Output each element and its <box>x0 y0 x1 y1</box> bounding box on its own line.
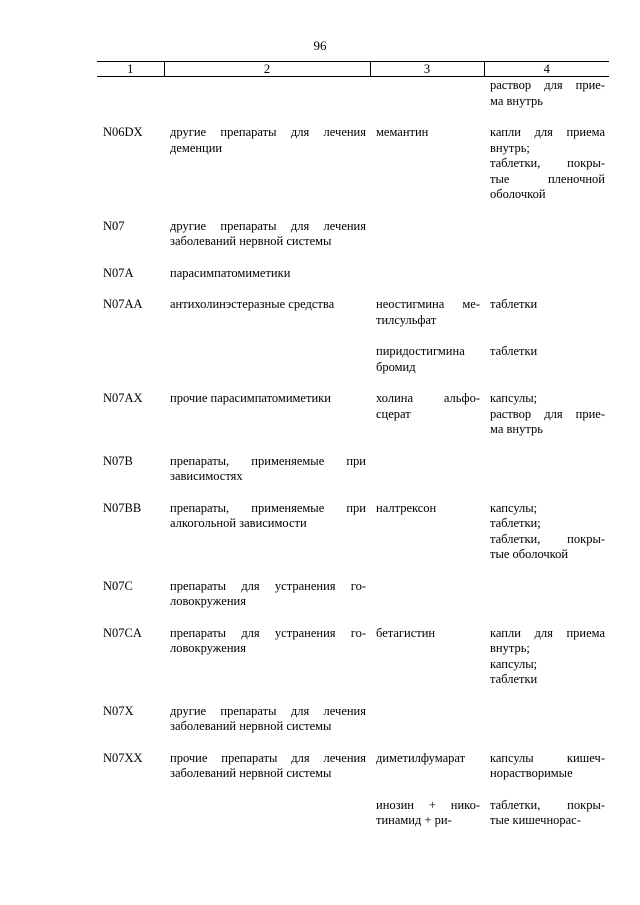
table-row <box>97 798 609 845</box>
drug-name-cell <box>370 704 484 751</box>
drug-name-cell <box>370 77 484 126</box>
cell-line: препараты, применяемые при <box>170 500 366 515</box>
cell-line: зависимостях <box>170 469 243 483</box>
cell-line: тые пленочной <box>490 171 605 186</box>
cell-line: антихолинэстеразные средства <box>170 297 335 311</box>
cell-line: другие препараты для лечения <box>170 703 366 718</box>
cell-line: таблетки <box>490 344 538 358</box>
cell-line: норастворимые <box>490 766 573 780</box>
column-header-4: 4 <box>484 62 609 77</box>
cell-line: препараты для устранения го- <box>170 578 366 593</box>
dosage-form-cell <box>484 501 609 579</box>
cell-line: капсулы кишеч- <box>490 750 605 765</box>
dosage-form-cell <box>484 751 609 798</box>
cell-line: деменции <box>170 140 223 155</box>
cell-line: таблетки <box>490 297 538 311</box>
atc-code-cell: N07AX <box>103 391 143 405</box>
atc-code-cell: N06DX <box>103 125 143 139</box>
group-description-cell <box>164 297 370 344</box>
dosage-form-cell <box>484 219 609 266</box>
cell-line: таблетки, покры- <box>490 797 605 812</box>
dosage-form-cell <box>484 391 609 454</box>
atc-code-cell: N07B <box>103 453 133 468</box>
table-row <box>97 704 609 751</box>
cell-line: прочие препараты для лечения <box>170 750 366 765</box>
cell-line: тые кишечнорас- <box>490 813 581 827</box>
page-number: 96 <box>313 38 327 53</box>
group-description-cell <box>164 798 370 845</box>
column-header-3: 3 <box>370 62 484 77</box>
column-header-1: 1 <box>97 62 164 77</box>
cell-line: капли для приема <box>490 125 605 139</box>
table-row <box>97 266 609 298</box>
drug-name-cell <box>370 297 484 344</box>
cell-line: парасимпатомиметики <box>170 265 291 280</box>
table-row <box>97 579 609 626</box>
cell-line: заболеваний нервной системы <box>170 719 332 733</box>
cell-line: ловокружения <box>170 594 246 608</box>
group-description-cell <box>164 77 370 126</box>
atc-code-cell <box>97 344 164 391</box>
table-row <box>97 501 609 579</box>
atc-code-cell: N07BB <box>103 500 142 515</box>
dosage-form-cell <box>484 454 609 501</box>
table-row <box>97 219 609 266</box>
group-description-cell <box>164 704 370 751</box>
cell-line: оболочкой <box>490 187 546 201</box>
cell-line: препараты, применяемые при <box>170 453 366 468</box>
atc-code-cell: N07XX <box>103 750 143 765</box>
cell-line: внутрь; <box>490 140 530 155</box>
cell-line: тилсульфат <box>376 312 437 327</box>
group-description-cell <box>164 751 370 798</box>
drug-name-cell <box>370 798 484 845</box>
atc-code-cell <box>97 77 164 126</box>
dosage-form-cell <box>484 579 609 626</box>
table-row <box>97 391 609 454</box>
cell-line: капсулы; <box>490 656 538 671</box>
cell-line: таблетки, покры- <box>490 531 605 546</box>
atc-code-cell: N07A <box>103 265 134 280</box>
cell-line: неостигмина ме- <box>376 297 480 311</box>
atc-code-cell: N07CA <box>103 625 142 640</box>
drug-name-cell <box>370 125 484 219</box>
table-row <box>97 626 609 704</box>
drug-name-cell <box>370 626 484 704</box>
dosage-form-cell <box>484 297 609 344</box>
dosage-form-cell <box>484 266 609 298</box>
cell-line: тые оболочкой <box>490 547 569 561</box>
table-row <box>97 751 609 798</box>
cell-line: тинамид + ри- <box>376 813 452 827</box>
cell-line: прочие парасимпатомиметики <box>170 391 331 405</box>
cell-line: ловокружения <box>170 641 246 655</box>
atc-code-cell: N07AA <box>103 297 143 311</box>
cell-line: мемантин <box>376 125 429 139</box>
cell-line: диметилфумарат <box>376 750 466 765</box>
drug-name-cell <box>370 266 484 298</box>
cell-line: ма внутрь <box>490 422 543 436</box>
drug-name-cell <box>370 579 484 626</box>
group-description-cell <box>164 579 370 626</box>
drug-name-cell <box>370 344 484 391</box>
dosage-form-cell <box>484 626 609 704</box>
group-description-cell <box>164 219 370 266</box>
drug-name-cell <box>370 751 484 798</box>
table-row <box>97 344 609 391</box>
cell-line: внутрь; <box>490 641 530 655</box>
dosage-form-cell <box>484 77 609 126</box>
table-body <box>97 77 609 845</box>
cell-line: другие препараты для лечения <box>170 218 366 233</box>
dosage-form-cell <box>484 125 609 219</box>
table-row <box>97 125 609 219</box>
cell-line: капсулы; <box>490 500 538 515</box>
cell-line: сцерат <box>376 406 411 421</box>
dosage-form-cell <box>484 798 609 845</box>
group-description-cell <box>164 501 370 579</box>
cell-line: таблетки <box>490 672 538 686</box>
cell-line: другие препараты для лечения <box>170 125 366 139</box>
group-description-cell <box>164 125 370 219</box>
cell-line: бетагистин <box>376 625 436 640</box>
table-row <box>97 297 609 344</box>
group-description-cell <box>164 344 370 391</box>
cell-line: препараты для устранения го- <box>170 625 366 640</box>
drug-table <box>97 61 609 845</box>
cell-line: алкогольной зависимости <box>170 516 307 530</box>
drug-name-cell <box>370 454 484 501</box>
dosage-form-cell <box>484 344 609 391</box>
cell-line: заболеваний нервной системы <box>170 766 332 780</box>
atc-code-cell: N07X <box>103 703 134 718</box>
table-row <box>97 454 609 501</box>
header-row <box>97 62 609 77</box>
cell-line: ма внутрь <box>490 93 543 108</box>
cell-line: заболеваний нервной системы <box>170 234 332 248</box>
group-description-cell <box>164 391 370 454</box>
group-description-cell <box>164 454 370 501</box>
cell-line: таблетки; <box>490 516 541 530</box>
group-description-cell <box>164 266 370 298</box>
cell-line: налтрексон <box>376 500 437 515</box>
group-description-cell <box>164 626 370 704</box>
table-row <box>97 77 609 126</box>
cell-line: капсулы; <box>490 391 538 405</box>
drug-name-cell <box>370 391 484 454</box>
drug-name-cell <box>370 219 484 266</box>
cell-line: капли для приема <box>490 625 605 640</box>
column-header-2: 2 <box>164 62 370 77</box>
cell-line: холина альфо- <box>376 391 480 405</box>
dosage-form-cell <box>484 704 609 751</box>
atc-code-cell: N07 <box>103 218 125 233</box>
atc-code-cell <box>97 798 164 845</box>
cell-line: раствор для прие- <box>490 78 605 92</box>
cell-line: инозин + нико- <box>376 797 480 812</box>
cell-line: раствор для прие- <box>490 406 605 421</box>
cell-line: бромид <box>376 359 416 374</box>
cell-line: таблетки, покры- <box>490 156 605 170</box>
drug-name-cell <box>370 501 484 579</box>
cell-line: пиридостигмина <box>376 344 465 358</box>
atc-code-cell: N07C <box>103 578 133 593</box>
